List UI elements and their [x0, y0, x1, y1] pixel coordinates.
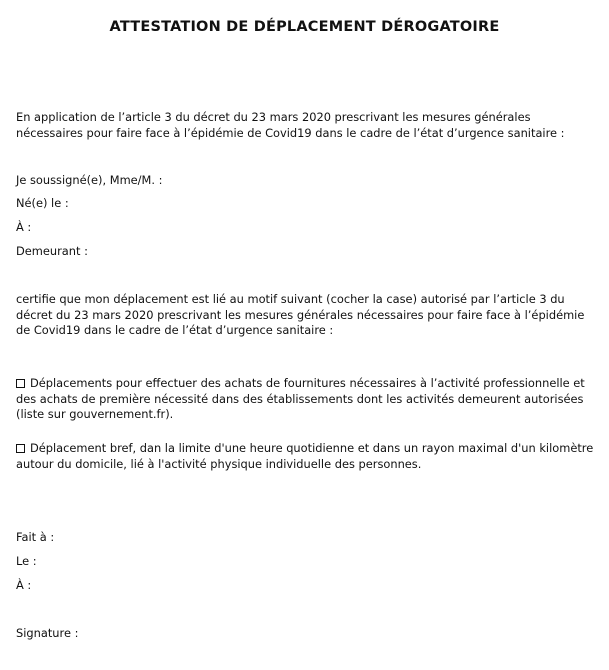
time-field-label: À :: [16, 578, 32, 592]
reason-option-exercise-label: Déplacement bref, dan la limite d'une heure quotidienne et dans un rayon maximal d'un kilomètre autour du domicile, lié à l'activité physique individuelle des personnes.: [16, 441, 594, 471]
checkbox-shopping[interactable]: [16, 379, 25, 388]
certify-paragraph: certifie que mon déplacement est lié au motif suivant (cocher la case) autorisé par l’article 3 du décret du 23 mars 2020 prescrivant les mesures générales nécessaires pour faire face à l’épidémie de Covid19 dans le cadre de l’état d’urgence sanitaire :: [16, 292, 585, 337]
birth-date-field-label: Né(e) le :: [16, 196, 69, 210]
reason-option-shopping: [16, 376, 601, 423]
birth-place-field-label: À :: [16, 220, 32, 234]
reason-option-exercise: [16, 441, 601, 472]
address-field-label: Demeurant :: [16, 244, 88, 258]
name-field-label: Je soussigné(e), Mme/M. :: [16, 173, 163, 187]
intro-paragraph: En application de l’article 3 du décret du 23 mars 2020 prescrivant les mesures générales nécessaires pour faire face à l’épidémie de Covid19 dans le cadre de l’état d’urgence sanitaire :: [16, 110, 565, 140]
date-field-label: Le :: [16, 554, 37, 568]
reason-option-shopping-label: Déplacements pour effectuer des achats de fournitures nécessaires à l’activité professionnelle et des achats de première nécessité dans des établissements dont les activités demeurent autorisées (liste sur gouvernement.fr).: [16, 376, 585, 421]
document-title: ATTESTATION DE DÉPLACEMENT DÉROGATOIRE: [109, 19, 500, 35]
place-field-label: Fait à :: [16, 530, 55, 544]
checkbox-exercise[interactable]: [16, 444, 25, 453]
signature-label: Signature :: [16, 626, 79, 640]
